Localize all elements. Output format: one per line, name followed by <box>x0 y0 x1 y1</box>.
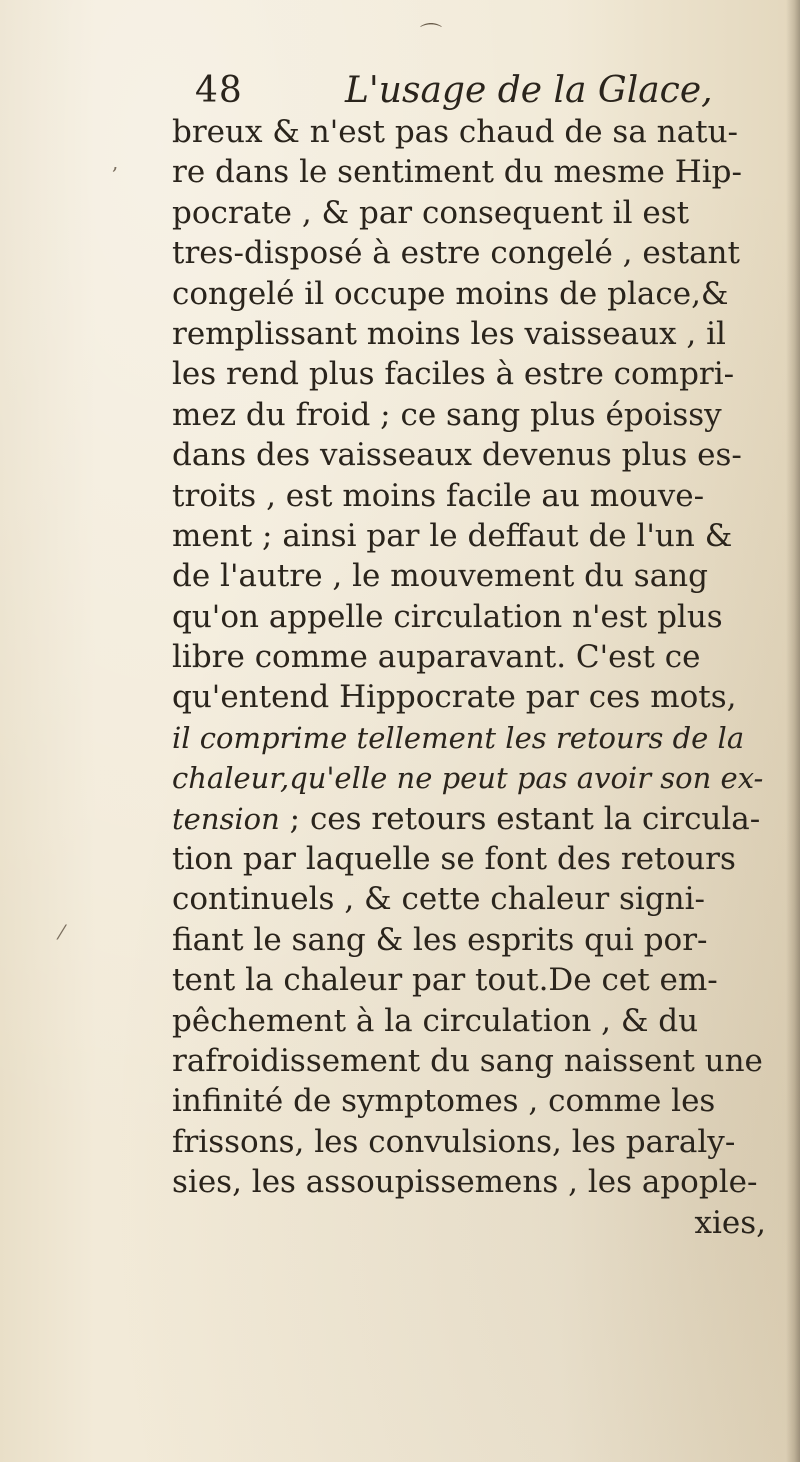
text-line: pocrate , & par consequent il est <box>172 194 690 231</box>
text-line: fiant le sang & les esprits qui por- <box>172 921 708 958</box>
text-line: troits , est moins facile au mouve- <box>172 477 705 514</box>
text-line: il comprime tellement les retours de la <box>172 720 745 755</box>
text-line: infinité de symptomes , comme les <box>172 1083 716 1120</box>
top-ink-mark: ⌒ <box>420 23 443 48</box>
page-number: 48 <box>195 70 243 111</box>
text-line: les rend plus faciles à estre compri- <box>172 356 735 393</box>
running-title: L'usage de la Glace, <box>345 70 713 111</box>
text-line: libre comme auparavant. C'est ce <box>172 639 701 676</box>
text-line: mez du froid ; ce sang plus époissy <box>172 396 722 433</box>
body-text <box>172 112 792 1243</box>
margin-mark: ⁄ <box>60 920 64 944</box>
text-line: tres-disposé à estre congelé , estant <box>172 235 740 272</box>
text-line: sies, les assoupissemens , les apople- <box>172 1164 758 1201</box>
text-line-italic-part: tension <box>172 801 280 836</box>
text-line: de l'autre , le mouvement du sang <box>172 558 708 595</box>
text-line <box>172 799 792 839</box>
text-line: breux & n'est pas chaud de sa natu- <box>172 114 739 150</box>
text-line: qu'entend Hippocrate par ces mots, <box>172 679 737 716</box>
text-line: re dans le sentiment du mesme Hip- <box>172 154 742 191</box>
text-line-roman-part: ; ces retours estant la circula- <box>279 800 761 837</box>
text-line: ment ; ainsi par le deffaut de l'un & <box>172 517 733 554</box>
text-line: chaleur,qu'elle ne peut pas avoir son ex- <box>172 761 764 796</box>
text-line: dans des vaisseaux devenus plus es- <box>172 437 742 474</box>
text-line: xies, <box>694 1204 766 1241</box>
text-line: continuels , & cette chaleur signi- <box>172 881 706 918</box>
text-line: frissons, les convulsions, les paraly- <box>172 1123 736 1160</box>
text-line: tent la chaleur par tout.De cet em- <box>172 962 718 999</box>
margin-mark: , <box>112 150 119 174</box>
text-line: remplissant moins les vaisseaux , il <box>172 315 726 352</box>
text-line: rafroidissement du sang naissent une <box>172 1042 763 1079</box>
text-line: congelé il occupe moins de place,& <box>172 275 729 312</box>
text-line: tion par laquelle se font des retours <box>172 841 736 878</box>
text-line: qu'on appelle circulation n'est plus <box>172 598 723 635</box>
text-line: pêchement à la circulation , & du <box>172 1002 699 1039</box>
